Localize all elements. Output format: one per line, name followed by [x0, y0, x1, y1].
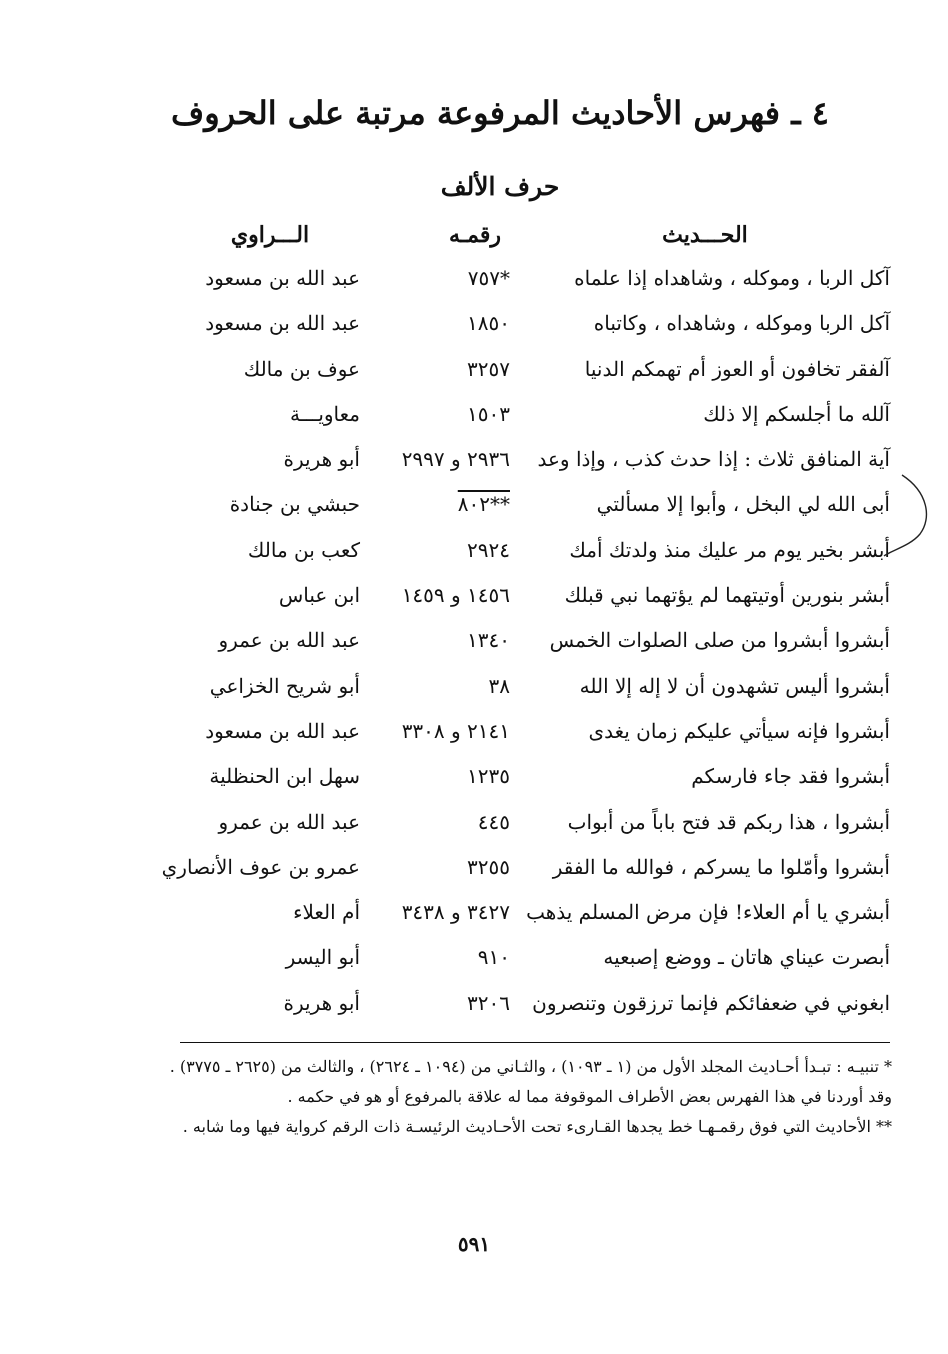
hadith-number: ١٨٥٠ — [467, 311, 510, 336]
hadith-text: آلله ما أجلسكم إلا ذلك — [703, 401, 890, 426]
table-row — [0, 987, 948, 1032]
hadith-text: أبشروا أبشروا من صلى الصلوات الخمس — [549, 628, 890, 653]
hadith-text: أبى الله لي البخل ، وأبوا إلا مسألتي — [596, 492, 890, 517]
hadith-number: ٣٨ — [488, 673, 510, 698]
narrator-name: عوف بن مالك — [243, 356, 360, 381]
hadith-number: ٣٤٢٧ و ٣٤٣٨ — [401, 900, 510, 925]
narrator-name: أم العلاء — [293, 900, 360, 925]
narrator-name: سهل ابن الحنظلية — [209, 764, 360, 789]
table-row — [0, 896, 948, 941]
hadith-number: ١٢٣٥ — [467, 764, 510, 789]
hadith-number: ٢٩٣٦ و ٢٩٩٧ — [401, 447, 510, 472]
table-row — [0, 443, 948, 488]
hadith-number: ٣٢٥٧ — [467, 356, 510, 381]
hadith-number: *٧٥٧ — [467, 266, 510, 290]
footnote-note: ** الأحاديث التي فوق رقمـهـا خط يجدها القـارىء تحت الأحـاديث الرئيسـة ذات الرقم كرواية فيها وما شابه . — [182, 1117, 892, 1136]
hadith-text: ابغوني في ضعفائكم فإنما ترزقون وتنصرون — [532, 990, 890, 1015]
hadith-text: أبشروا ، هذا ربكم قد فتح باباً من أبواب — [567, 809, 890, 834]
table-row — [0, 579, 948, 624]
table-row — [0, 353, 948, 398]
hadith-text: آكل الربا وموكله ، وشاهداه ، وكاتباه — [593, 311, 890, 336]
hadith-text: أبشروا فقد جاء فارسكم — [691, 764, 890, 789]
table-row — [0, 488, 948, 533]
handwritten-margin-mark — [880, 470, 940, 560]
narrator-name: عبد الله بن مسعود — [205, 311, 360, 336]
table-row — [0, 760, 948, 805]
narrator-name: أبو هريرة — [283, 447, 360, 472]
narrator-name: عبد الله بن مسعود — [205, 266, 360, 290]
footnotes — [150, 1052, 892, 1142]
hadith-text: أبشروا أليس تشهدون أن لا إله إلا الله — [579, 673, 890, 698]
narrator-name: حبشي بن جنادة — [229, 492, 360, 517]
section-title: حرف الألف — [440, 172, 560, 201]
narrator-name: عمرو بن عوف الأنصاري — [161, 854, 360, 879]
hadith-index-table — [0, 262, 948, 1032]
table-row — [0, 262, 948, 307]
footnote-note: * تنبيـه : تبـدأ أحـاديث المجلد الأول من (١ ـ ١٠٩٣) ، والثـاني من (١٠٩٤ ـ ٢٦٢٤) ، والثالث من (٢٦٢٥ ـ ٣٧٧٥) . — [169, 1057, 892, 1076]
hadith-text: آكل الربا ، وموكله ، وشاهداه إذا علماه — [574, 266, 890, 290]
hadith-number-overlined: **٨٠٢ — [457, 492, 510, 517]
narrator-name: عبد الله بن مسعود — [205, 718, 360, 743]
hadith-text: أبشروا وأمّلوا ما يسركم ، فوالله ما الفقر — [552, 854, 890, 879]
hadith-number: ٢٩٢٤ — [467, 537, 510, 562]
hadith-number: ٣٢٥٥ — [467, 854, 510, 879]
table-row — [0, 715, 948, 760]
narrator-name: أبو اليسر — [285, 945, 360, 970]
narrator-name: كعب بن مالك — [247, 537, 360, 562]
table-row — [0, 534, 948, 579]
hadith-number: ١٣٤٠ — [467, 628, 510, 653]
table-row — [0, 851, 948, 896]
narrator-name: عبد الله بن عمرو — [218, 628, 360, 653]
hadith-text: آية المنافق ثلاث : إذا حدث كذب ، وإذا وعد — [537, 447, 890, 472]
hadith-text: أبصرت عيناي هاتان ـ ووضع إصبعيه — [603, 945, 890, 970]
hadith-text: أبشر بخير يوم مر عليك منذ ولدتك أمك — [569, 537, 890, 562]
hadith-number: ١٥٠٣ — [467, 401, 510, 426]
column-header-narrator: الـــراوي — [230, 222, 310, 248]
hadith-number: ٤٤٥ — [477, 809, 510, 834]
narrator-name: ابن عباس — [278, 583, 360, 608]
hadith-number: ٣٢٠٦ — [467, 990, 510, 1015]
table-row — [0, 398, 948, 443]
narrator-name: معاويـــة — [290, 401, 360, 426]
hadith-number: ٩١٠ — [477, 945, 510, 970]
table-row — [0, 806, 948, 851]
footnote-divider — [180, 1042, 890, 1043]
column-header-number: رقمـه — [448, 222, 502, 248]
page-title: ٤ ـ فهرس الأحاديث المرفوعة مرتبة على الحروف — [171, 94, 829, 132]
column-header-hadith: الحـــديث — [662, 222, 748, 248]
hadith-text: أبشروا فإنه سيأتي عليكم زمان يغدى — [588, 718, 890, 743]
hadith-number: ١٤٥٦ و ١٤٥٩ — [401, 583, 510, 608]
hadith-text: آلفقر تخافون أو العوز أم تهمكم الدنيا — [584, 356, 890, 381]
table-row — [0, 307, 948, 352]
narrator-name: عبد الله بن عمرو — [218, 809, 360, 834]
table-row — [0, 624, 948, 669]
hadith-number: ٢١٤١ و ٣٣٠٨ — [401, 718, 510, 743]
hadith-text: أبشر بنورين أوتيتهما لم يؤتهما نبي قبلك — [564, 583, 890, 608]
hadith-text: أبشري يا أم العلاء! فإن مرض المسلم يذهب — [526, 900, 890, 925]
narrator-name: أبو هريرة — [283, 990, 360, 1015]
page-number: ٥٩١ — [457, 1232, 491, 1256]
narrator-name: أبو شريح الخزاعي — [209, 673, 360, 698]
table-row — [0, 941, 948, 986]
footnote-note: وقد أوردنا في هذا الفهرس بعض الأطراف الموقوفة مما له علاقة بالمرفوع أو هو في حكمه . — [287, 1087, 892, 1106]
table-row — [0, 670, 948, 715]
